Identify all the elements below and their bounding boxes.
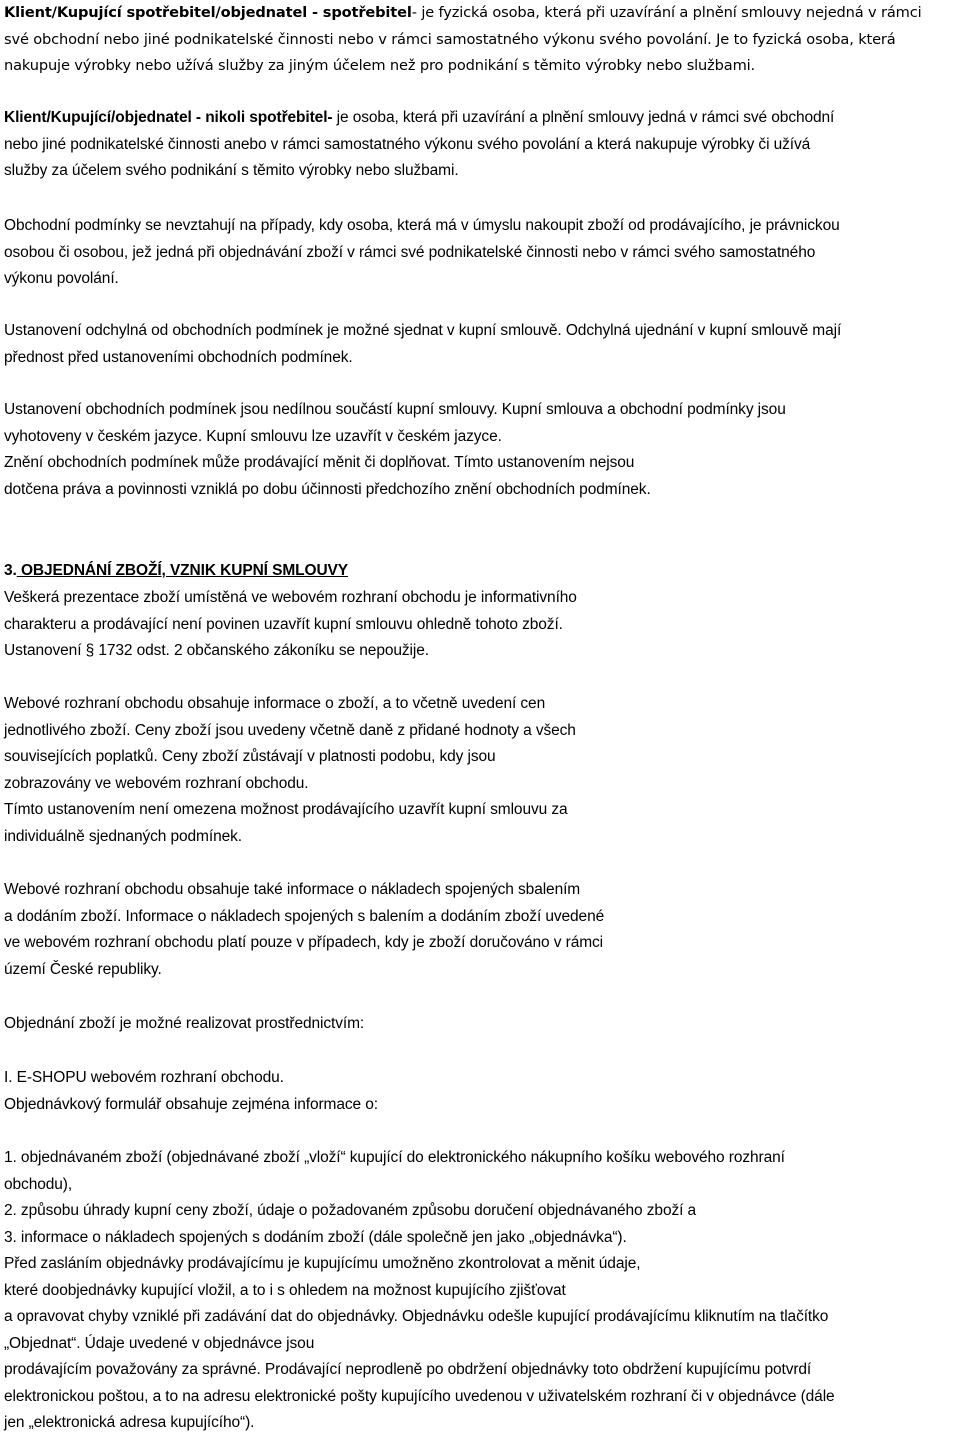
text-line: ve webovém rozhraní obchodu platí pouze v případech, kdy je zboží doručováno v rámci: [4, 934, 604, 951]
text-line: elektronickou poštou, a to na adresu elektronické pošty kupujícího uvedenou v uživatelském rozhraní či v objednávce (dále: [4, 1387, 835, 1405]
text-line: jednotlivého zboží. Ceny zboží jsou uvedeny včetně daně z přidané hodnoty a všech: [4, 721, 576, 739]
order-items: [4, 1145, 835, 1437]
order-via: Objednání zboží je možné realizovat prostřednictvím:: [4, 1015, 365, 1032]
text-line: osobou či osobou, jež jedná při objednávání zboží v rámci své podnikatelské činnosti nebo v rámci svého samostatného: [4, 243, 816, 261]
text-line: Veškerá prezentace zboží umístěná ve webovém rozhraní obchodu je informativního: [4, 589, 577, 606]
text-line: individuálně sjednaných podmínek.: [4, 827, 242, 845]
consumer-definition: [4, 0, 922, 80]
text-line: vyhotoveny v českém jazyce. Kupní smlouvu lze uzavřít v českém jazyce.: [4, 427, 502, 445]
deviation-paragraph: [4, 318, 841, 371]
nonconsumer-line-2: nebo jiné podnikatelské činnosti anebo v rámci samostatného výkonu svého povolání a která nakupuje výrobky či užívá: [4, 135, 811, 153]
presentation-paragraph: [4, 585, 577, 665]
text-line: souvisejících poplatků. Ceny zboží zůstávají v platnosti podobu, kdy jsou: [4, 748, 496, 765]
text-line: a opravovat chyby vzniklé při zadávání dat do objednávky. Objednávku odešle kupující prodávajícímu kliknutím na tlačítko: [4, 1308, 829, 1325]
text-line: a dodáním zboží. Informace o nákladech spojených s balením a dodáním zboží uvedené: [4, 907, 605, 925]
section-number: 3.: [4, 562, 17, 579]
text-line: zobrazovány ve webovém rozhraní obchodu.: [4, 774, 309, 792]
nonconsumer-line-1: Klient/Kupující/objednatel - nikoli spotřebitel- je osoba, která při uzavírání a plnění smlouvy jedná v rámci své obchodní: [4, 109, 835, 126]
text-line: území České republiky.: [4, 960, 162, 978]
nonconsumer-definition: [4, 105, 834, 185]
text-line: Před zasláním objednávky prodávajícímu je kupujícímu umožněno zkontrolovat a měnit údaje,: [4, 1255, 641, 1272]
integral-paragraph: [4, 397, 786, 503]
eshop-paragraph: [4, 1065, 378, 1118]
text-line: Webové rozhraní obchodu obsahuje také informace o nákladech spojených sbalením: [4, 881, 581, 898]
scope-paragraph: [4, 213, 840, 293]
text-line: Tímto ustanovením není omezena možnost prodávajícího uzavřít kupní smlouvu za: [4, 801, 568, 818]
text-line: charakteru a prodávající není povinen uzavřít kupní smlouvu ohledně tohoto zboží.: [4, 615, 563, 633]
consumer-line-3: nakupuje výrobky nebo užívá služby za jiným účelem než pro podnikání s těmito výrobky nebo službami.: [4, 57, 756, 74]
costs-paragraph: [4, 877, 604, 983]
list-item: obchodu),: [4, 1175, 73, 1193]
text-line: Webové rozhraní obchodu obsahuje informace o zboží, a to včetně uvedení cen: [4, 695, 546, 712]
section-heading: [4, 558, 348, 585]
text-line: Ustanovení § 1732 odst. 2 občanského zákoníku se nepoužije.: [4, 642, 429, 659]
text-line: Ustanovení odchylná od obchodních podmínek je možné sjednat v kupní smlouvě. Odchylná ujednání v kupní smlouvě mají: [4, 322, 842, 339]
text-line: dotčena práva a povinnosti vzniklá po dobu účinnosti předchozího znění obchodních podmínek.: [4, 480, 651, 498]
text-line: Ustanovení obchodních podmínek jsou nedílnou součástí kupní smlouvy. Kupní smlouva a obchodní podmínky jsou: [4, 401, 786, 418]
list-item: 2. způsobu úhrady kupní ceny zboží, údaje o požadovaném způsobu doručení objednávaného zboží a: [4, 1202, 697, 1219]
web-info-paragraph: [4, 691, 576, 850]
list-item: 3. informace o nákladech spojených s dodáním zboží (dále společně jen jako „objednávka“).: [4, 1228, 627, 1246]
text-line: prodávajícím považovány za správné. Prodávající neprodleně po obdržení objednávky toto obdržení kupujícímu potvrdí: [4, 1361, 812, 1378]
text-line: které doobjednávky kupující vložil, a to i s ohledem na možnost kupujícího zjišťovat: [4, 1281, 566, 1299]
text-line: jen „elektronická adresa kupujícího“).: [4, 1414, 255, 1431]
consumer-line-1: Klient/Kupující spotřebitel/objednatel - spotřebitel- je fyzická osoba, která při uzavírání a plnění smlouvy nejedná v rámci: [4, 4, 922, 21]
text-line: „Objednat“. Údaje uvedené v objednávce jsou: [4, 1334, 315, 1352]
text-line: Objednávkový formulář obsahuje zejména informace o:: [4, 1095, 378, 1113]
consumer-line-2: své obchodní nebo jiné podnikatelské činnosti nebo v rámci samostatného výkonu svého povolání. Je to fyzická osoba, která: [4, 30, 896, 48]
text-line: výkonu povolání.: [4, 270, 119, 287]
text-line: Obchodní podmínky se nevztahují na případy, kdy osoba, která má v úmyslu nakoupit zboží od prodávajícího, je právnickou: [4, 217, 840, 234]
text-line: přednost před ustanoveními obchodních podmínek.: [4, 348, 353, 366]
consumer-term: Klient/Kupující spotřebitel/objednatel - spotřebitel: [4, 4, 412, 21]
text-line: I. E-SHOPU webovém rozhraní obchodu.: [4, 1069, 284, 1086]
nonconsumer-line-3: služby za účelem svého podnikání s těmito výrobky nebo službami.: [4, 162, 459, 179]
list-item: 1. objednávaném zboží (objednávané zboží „vloží“ kupující do elektronického nákupního košíku webového rozhraní: [4, 1149, 785, 1166]
section-title: OBJEDNÁNÍ ZBOŽÍ, VZNIK KUPNÍ SMLOUVY: [16, 562, 349, 579]
nonconsumer-term: Klient/Kupující/objednatel - nikoli spotřebitel-: [4, 109, 333, 126]
text-line: Znění obchodních podmínek může prodávající měnit či doplňovat. Tímto ustanovením nejsou: [4, 454, 635, 471]
